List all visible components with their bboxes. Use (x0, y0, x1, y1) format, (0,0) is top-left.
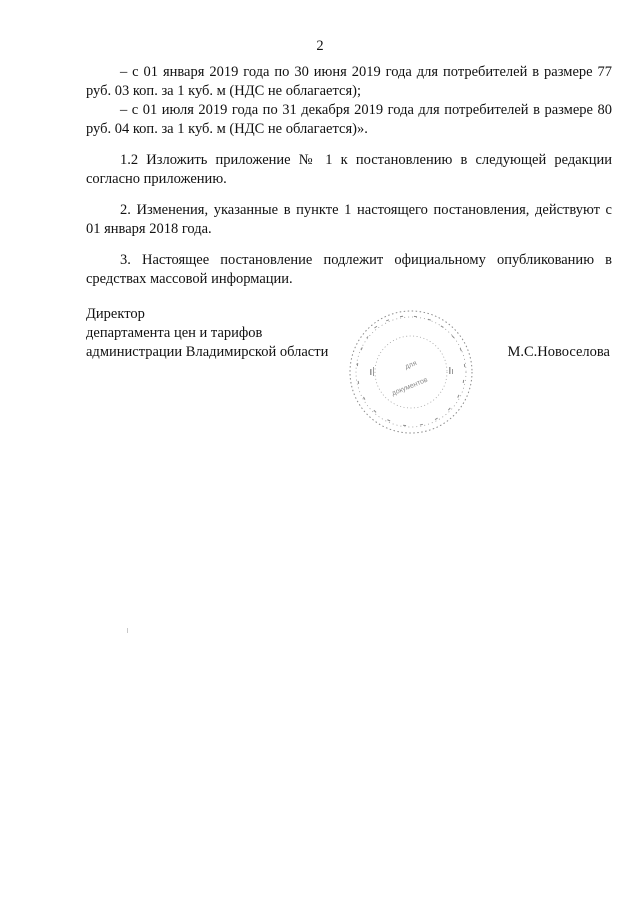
official-stamp-seal (346, 307, 476, 437)
signer-name: М.С.Новоселова (507, 344, 610, 360)
signer-title-line-3: администрации Владимирской области (86, 344, 329, 360)
paragraph-effective-date: 2. Изменения, указанные в пункте 1 настоящего постановления, действуют с 01 января 2018 года. (86, 202, 612, 237)
paragraph-appendix: 1.2 Изложить приложение № 1 к постановлению в следующей редакции согласно приложению. (86, 152, 612, 187)
paragraph-tariff-second-half: – с 01 июля 2019 года по 31 декабря 2019 года для потребителей в размере 80 руб. 04 коп. за 1 куб. м (НДС не облагается)». (86, 102, 612, 137)
stamp-inner-text-2: документов (390, 376, 429, 398)
paragraph-publication: 3. Настоящее постановление подлежит официальному опубликованию в средствах массовой информации. (86, 252, 612, 287)
paragraph-tariff-first-half: – с 01 января 2019 года по 30 июня 2019 года для потребителей в размере 77 руб. 03 коп. за 1 куб. м (НДС не облагается); (86, 64, 612, 99)
page-number: 2 (316, 38, 324, 54)
document-body (86, 63, 612, 289)
signer-title-line-1: Директор (86, 306, 145, 322)
scan-speck (127, 628, 128, 633)
stamp-inner-text-1: для (404, 359, 418, 371)
signer-title-line-2: департамента цен и тарифов (86, 325, 263, 341)
